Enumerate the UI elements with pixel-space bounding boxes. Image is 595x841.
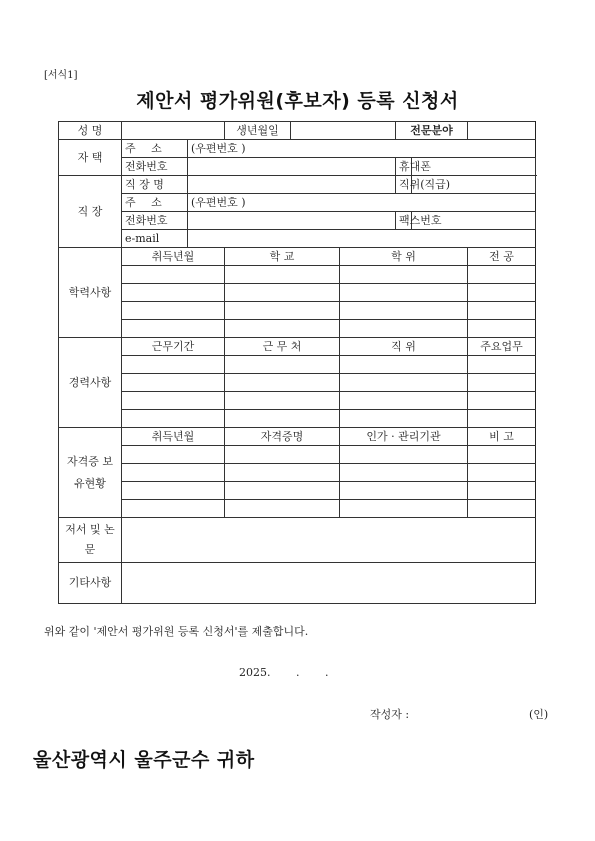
license-cell[interactable] [340,446,468,464]
education-cell[interactable] [468,320,536,338]
career-cell[interactable] [340,356,468,374]
education-cell[interactable] [225,266,340,284]
education-section-label: 학력사항 [59,248,122,338]
education-cell[interactable] [340,266,468,284]
education-cell[interactable] [122,284,225,302]
publications-label: 저서 및 논문 [59,518,122,563]
personal-row [59,122,536,140]
education-cell[interactable] [340,284,468,302]
career-cell[interactable] [340,374,468,392]
license-cell[interactable] [225,500,340,518]
submission-statement: 위와 같이 '제안서 평가위원 등록 신청서'를 제출합니다. [44,625,309,638]
career-cell[interactable] [225,392,340,410]
home-section-label: 자 택 [59,140,122,176]
seal-label: (인) [529,708,549,721]
education-cell[interactable] [225,284,340,302]
other-label: 기타사항 [59,563,122,604]
career-section-label: 경력사항 [59,338,122,428]
license-header: 자격증명 [225,428,340,446]
license-cell[interactable] [468,482,536,500]
home-address-label: 주 소 [122,140,188,158]
license-cell[interactable] [468,464,536,482]
career-cell[interactable] [225,374,340,392]
career-cell[interactable] [468,374,536,392]
license-cell[interactable] [122,464,225,482]
license-cell[interactable] [340,500,468,518]
license-cell[interactable] [340,482,468,500]
career-cell[interactable] [122,356,225,374]
addressee: 울산광역시 울주군수 귀하 [33,749,255,771]
education-header: 학 교 [225,248,340,266]
education-cell[interactable] [340,302,468,320]
education-header: 취득년월 [122,248,225,266]
career-header: 근무기간 [122,338,225,356]
license-section-label: 자격증 보유현황 [59,428,122,518]
home-address-input[interactable]: (우편번호 ) [188,140,536,158]
name-label: 성 명 [59,122,122,140]
education-header: 학 위 [340,248,468,266]
license-cell[interactable] [225,482,340,500]
education-cell[interactable] [468,284,536,302]
license-header: 취득년월 [122,428,225,446]
career-cell[interactable] [340,410,468,428]
education-cell[interactable] [225,302,340,320]
career-cell[interactable] [122,392,225,410]
home-phone-input[interactable] [188,158,396,176]
form-number: [서식1] [44,70,78,81]
work-phone-input[interactable] [188,212,396,230]
name-input-cell[interactable] [122,122,225,140]
license-header: 인가 · 관리기관 [340,428,468,446]
form-title: 제안서 평가위원(후보자) 등록 신청서 [136,90,459,112]
company-input[interactable] [188,176,396,194]
work-address-input[interactable]: (우편번호 ) [188,194,536,212]
career-cell[interactable] [340,392,468,410]
education-cell[interactable] [122,320,225,338]
career-cell[interactable] [122,410,225,428]
license-cell[interactable] [122,446,225,464]
work-phone-label: 전화번호 [122,212,188,230]
career-cell[interactable] [225,356,340,374]
email-input[interactable] [188,230,536,248]
education-cell[interactable] [122,266,225,284]
mobile-label: 휴대폰 [396,158,412,176]
education-cell[interactable] [468,266,536,284]
license-cell[interactable] [122,500,225,518]
education-cell[interactable] [468,302,536,320]
career-cell[interactable] [468,410,536,428]
career-cell[interactable] [225,410,340,428]
license-cell[interactable] [225,446,340,464]
career-header: 직 위 [340,338,468,356]
career-cell[interactable] [122,374,225,392]
education-cell[interactable] [225,320,340,338]
education-cell[interactable] [340,320,468,338]
career-header: 주요업무 [468,338,536,356]
license-cell[interactable] [340,464,468,482]
home-phone-label: 전화번호 [122,158,188,176]
license-cell[interactable] [468,446,536,464]
publications-input[interactable] [122,518,536,563]
email-label: e-mail [122,230,188,248]
career-cell[interactable] [468,356,536,374]
birth-input-cell[interactable] [291,122,396,140]
license-cell[interactable] [225,464,340,482]
position-label: 직위(직급) [396,176,412,194]
fax-label: 팩스번호 [396,212,412,230]
license-cell[interactable] [122,482,225,500]
field-input-cell[interactable] [468,122,536,140]
license-cell[interactable] [468,500,536,518]
work-address-label: 주 소 [122,194,188,212]
writer-label: 작성자 : [370,708,410,721]
work-section-label: 직 장 [59,176,122,248]
career-header: 근 무 처 [225,338,340,356]
application-form-table [58,121,536,604]
education-header: 전 공 [468,248,536,266]
education-cell[interactable] [122,302,225,320]
field-label: 전문분야 [396,122,468,140]
company-label: 직 장 명 [122,176,188,194]
career-cell[interactable] [468,392,536,410]
birth-label: 생년월일 [225,122,291,140]
license-header: 비 고 [468,428,536,446]
date-line: 2025. . . [239,666,329,679]
other-input[interactable] [122,563,536,604]
